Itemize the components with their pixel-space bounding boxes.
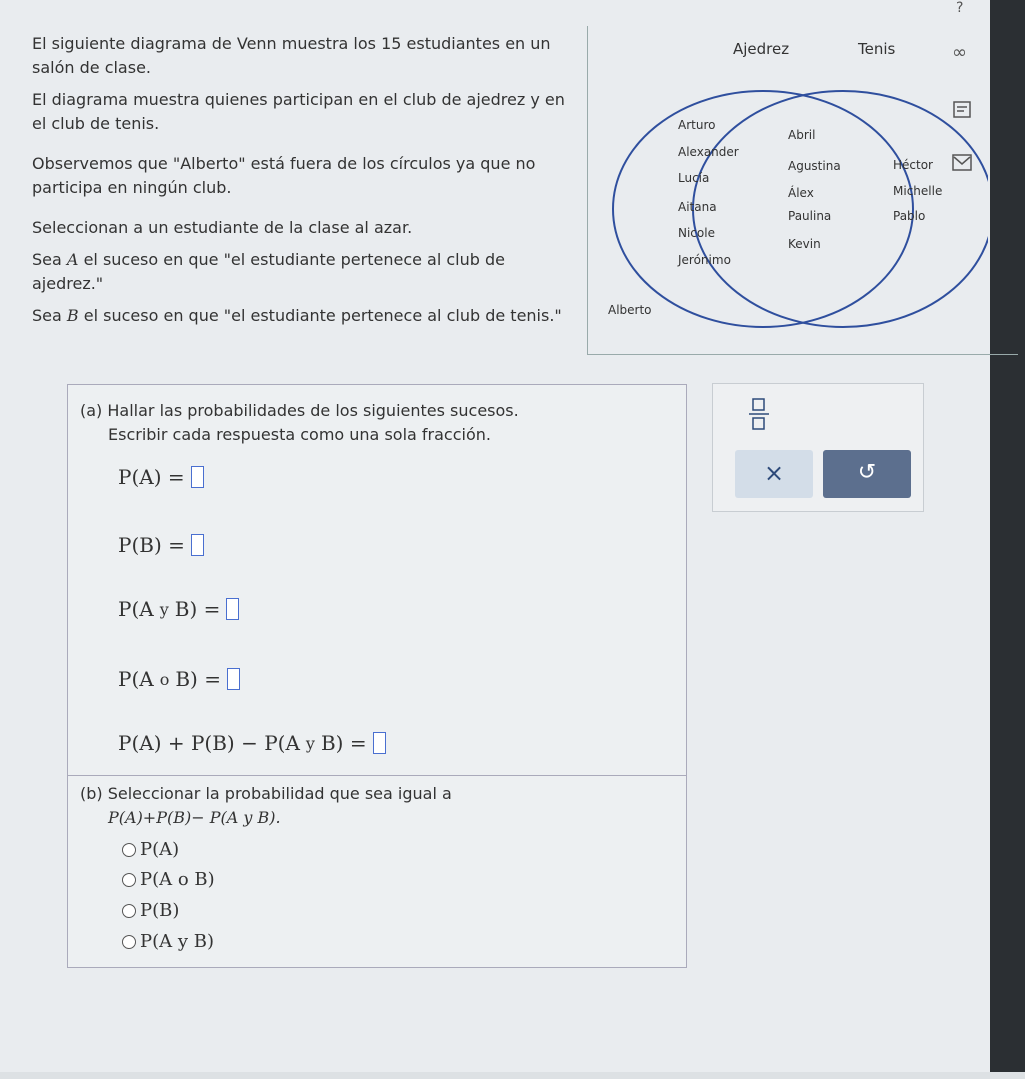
infinity-icon[interactable]: ∞ xyxy=(952,42,967,63)
student-name: Nicole xyxy=(678,226,715,240)
chess-circle xyxy=(613,91,913,327)
question-panel xyxy=(67,384,687,968)
student-name: Lucía xyxy=(678,171,710,185)
option-p-a-or-b[interactable]: P(A o B) xyxy=(122,869,215,890)
part-a-title: (a) Hallar las probabilidades de los siguientes sucesos. Escribir cada respuesta como una sola fracción. xyxy=(80,401,519,444)
student-name: Arturo xyxy=(678,118,716,132)
answer-input-p-a-or-b[interactable] xyxy=(227,668,240,690)
fraction-icon[interactable] xyxy=(747,396,771,432)
student-name: Álex xyxy=(788,186,814,200)
radio-icon[interactable] xyxy=(122,904,136,918)
clear-button[interactable]: × xyxy=(735,450,813,498)
student-name: Agustina xyxy=(788,159,841,173)
intro-paragraph-6: Sea B el suceso en que "el estudiante pertenece al club de tenis." xyxy=(32,306,562,325)
intro-paragraph-1: El siguiente diagrama de Venn muestra los 15 estudiantes en un salón de clase. xyxy=(32,34,551,77)
equation-addition-rule: P(A) + P(B) − P(A y B) = xyxy=(118,731,386,755)
student-name: Alexander xyxy=(678,145,739,159)
notes-icon[interactable] xyxy=(952,100,972,120)
equation-p-a-or-b: P(A o B) = xyxy=(118,667,240,691)
answer-tools xyxy=(712,383,924,512)
bottom-bar xyxy=(0,1072,1025,1079)
answer-input-p-b[interactable] xyxy=(191,534,204,556)
intro-paragraph-3: Observemos que "Alberto" está fuera de los círculos ya que no participa en ningún club. xyxy=(32,154,536,197)
student-name: Kevin xyxy=(788,237,821,251)
option-p-a-and-b[interactable]: P(A y B) xyxy=(122,931,214,952)
intro-paragraph-4: Seleccionan a un estudiante de la clase al azar. xyxy=(32,218,413,237)
answer-input-addition-rule[interactable] xyxy=(373,732,386,754)
student-name: Pablo xyxy=(893,209,926,223)
student-name: Jerónimo xyxy=(678,253,731,267)
chess-label: Ajedrez xyxy=(733,40,790,58)
venn-diagram xyxy=(587,26,1018,355)
tennis-label: Tenis xyxy=(858,40,896,58)
part-a xyxy=(68,385,686,776)
student-name: Héctor xyxy=(893,158,933,172)
radio-icon[interactable] xyxy=(122,843,136,857)
equation-p-b: P(B) = xyxy=(118,533,204,557)
tennis-circle xyxy=(693,91,988,327)
student-name: Abril xyxy=(788,128,816,142)
student-name: Michelle xyxy=(893,184,943,198)
student-name-outside: Alberto xyxy=(608,303,652,317)
answer-input-p-a[interactable] xyxy=(191,466,204,488)
student-name: Aitana xyxy=(678,200,717,214)
help-icon[interactable]: ? xyxy=(956,0,964,16)
undo-button[interactable]: ↺ xyxy=(823,450,911,498)
intro-paragraph-2: El diagrama muestra quienes participan en el club de ajedrez y en el club de tenis. xyxy=(32,90,565,133)
mail-icon[interactable] xyxy=(952,154,972,172)
option-p-a[interactable]: P(A) xyxy=(122,839,179,860)
intro-paragraph-5: Sea A el suceso en que "el estudiante pertenece al club de ajedrez." xyxy=(32,250,506,293)
part-b xyxy=(68,776,686,966)
radio-icon[interactable] xyxy=(122,873,136,887)
answer-input-p-a-and-b[interactable] xyxy=(226,598,239,620)
option-p-b[interactable]: P(B) xyxy=(122,900,179,921)
student-name: Paulina xyxy=(788,209,832,223)
equation-p-a: P(A) = xyxy=(118,465,204,489)
part-b-title: (b) Seleccionar la probabilidad que sea igual a P(A)+P(B)− P(A y B). xyxy=(80,784,452,827)
radio-icon[interactable] xyxy=(122,935,136,949)
equation-p-a-and-b: P(A y B) = xyxy=(118,597,239,621)
problem-intro xyxy=(32,32,577,336)
